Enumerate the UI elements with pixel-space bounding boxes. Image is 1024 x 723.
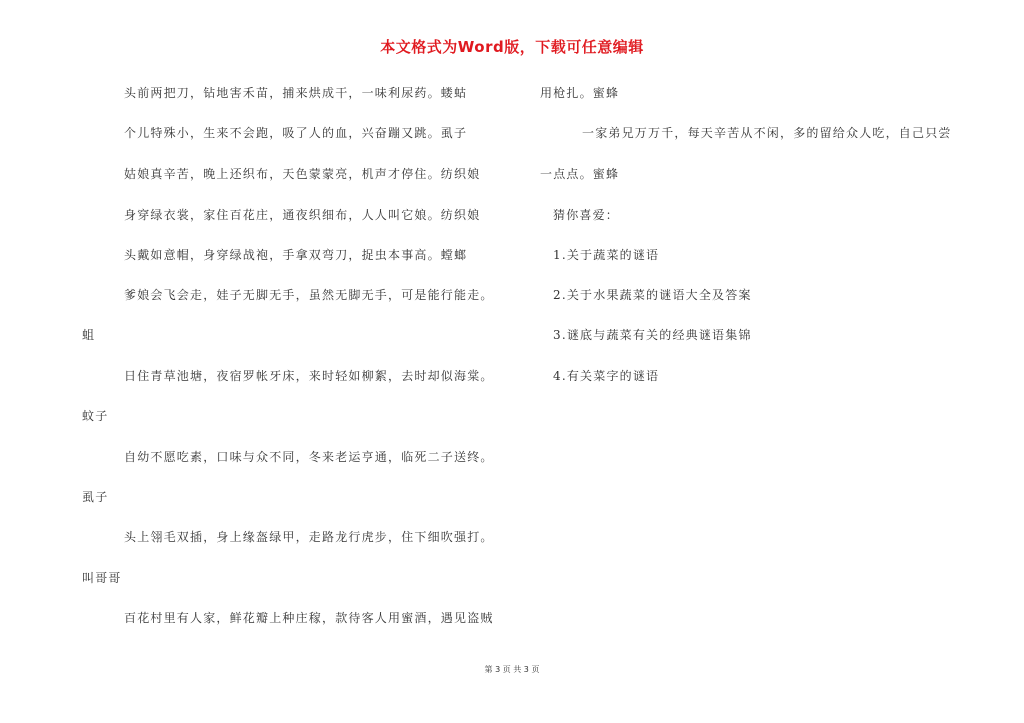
- riddle-line: 一家弟兄万万千，每天辛苦从不闲，多的留给众人吃，自己只尝: [582, 126, 952, 140]
- riddle-line: 日住青草池塘，夜宿罗帐牙床，来时轻如柳絮，去时却似海棠。: [124, 369, 494, 383]
- document-banner: 本文格式为Word版，下载可任意编辑: [380, 38, 644, 56]
- riddle-line: 姑娘真辛苦，晚上还织布，天色蒙蒙亮，机声才停住。纺织娘: [124, 167, 481, 181]
- riddle-answer: 蚊子: [82, 409, 109, 423]
- riddle-line: 自幼不愿吃素，口味与众不同，冬来老运亨通，临死二子送终。: [124, 450, 494, 464]
- riddle-line: 用枪扎。蜜蜂: [540, 86, 620, 100]
- riddle-line: 头上翎毛双插，身上缘盔绿甲，走路龙行虎步，住下细吹强打。: [124, 530, 494, 544]
- riddle-line: 爹娘会飞会走，娃子无脚无手，虽然无脚无手，可是能行能走。: [124, 288, 494, 302]
- related-link[interactable]: 2.关于水果蔬菜的谜语大全及答案: [553, 288, 752, 302]
- related-heading: 猜你喜爱：: [553, 208, 620, 222]
- riddle-line: 百花村里有人家，鲜花瓣上种庄稼，款待客人用蜜酒，遇见盗贼: [124, 611, 494, 625]
- related-link[interactable]: 3.谜底与蔬菜有关的经典谜语集锦: [553, 328, 752, 342]
- riddle-line: 身穿绿衣裳，家住百花庄，通夜织细布，人人叫它娘。纺织娘: [124, 208, 481, 222]
- riddle-line: 个儿特殊小，生来不会跑，吸了人的血，兴奋蹦又跳。虱子: [124, 126, 468, 140]
- riddle-answer: 蛆: [82, 328, 96, 342]
- page-footer: 第 3 页 共 3 页: [484, 665, 540, 674]
- riddle-answer: 叫哥哥: [82, 571, 122, 585]
- riddle-answer: 虱子: [82, 490, 109, 504]
- related-link[interactable]: 4.有关菜字的谜语: [553, 369, 660, 383]
- riddle-line: 一点点。蜜蜂: [540, 167, 620, 181]
- riddle-line: 头前两把刀，钻地害禾苗，捕来烘成干，一味利尿药。蝼蛄: [124, 86, 468, 100]
- riddle-line: 头戴如意帽，身穿绿战袍，手拿双弯刀，捉虫本事高。螳螂: [124, 248, 468, 262]
- related-link[interactable]: 1.关于蔬菜的谜语: [553, 248, 660, 262]
